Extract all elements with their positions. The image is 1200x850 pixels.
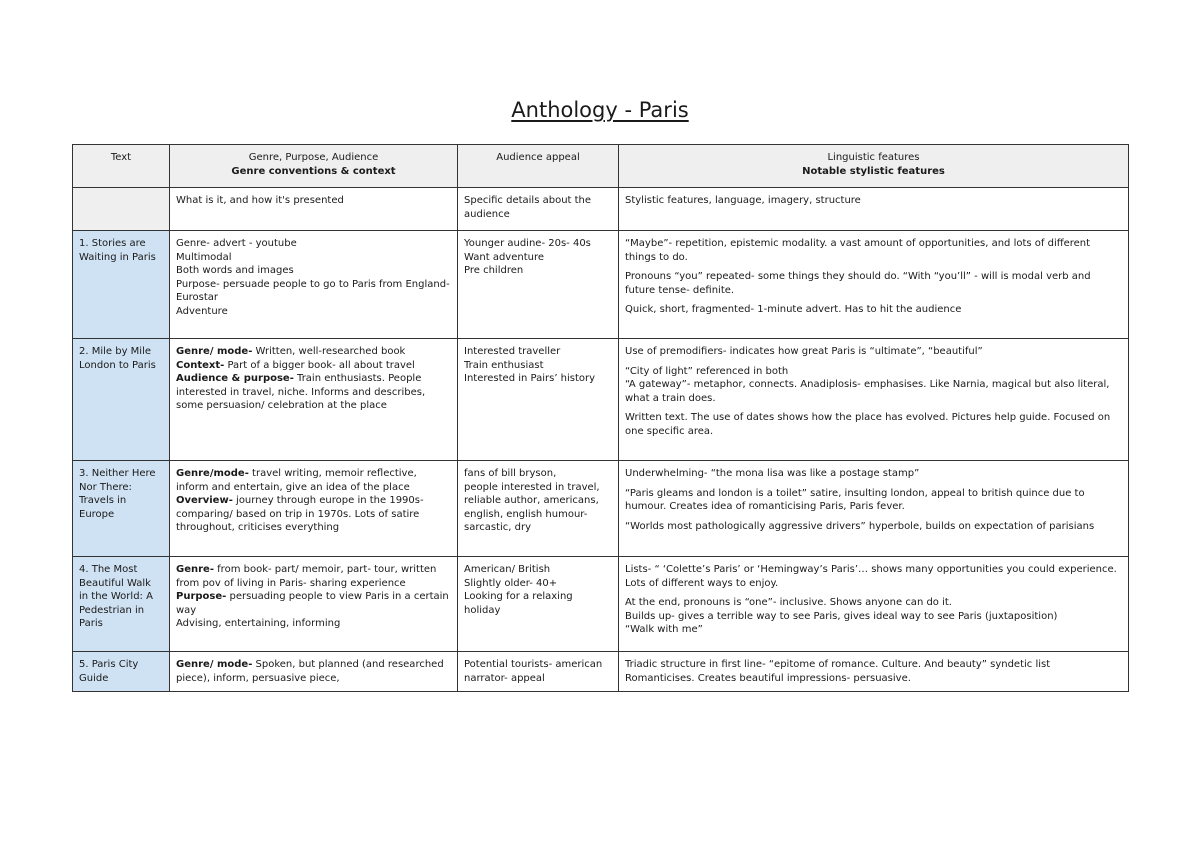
anthology-table (72, 144, 1129, 692)
audience-cell: Interested traveller Train enthusiast Interested in Pairs’ history (458, 339, 619, 461)
audience-cell: American/ British Slightly older- 40+ Looking for a relaxing holiday (458, 557, 619, 652)
table-row (73, 652, 1129, 692)
row-label: 5. Paris City Guide (73, 652, 170, 692)
genre-cell: Genre/ mode- Spoken, but planned (and researched piece), inform, persuasive piece, (170, 652, 458, 692)
table-header-row (73, 145, 1129, 188)
row-label: 2. Mile by Mile London to Paris (73, 339, 170, 461)
genre-cell: Genre- from book- part/ memoir, part- tour, written from pov of living in Paris- sharing experience Purpose- persuading people to view Paris in a certain way Advising, entertaining, informing (170, 557, 458, 652)
page-title: Anthology - Paris (511, 98, 689, 122)
table-row (73, 231, 1129, 339)
table-row (73, 339, 1129, 461)
linguistic-cell: Triadic structure in first line- “epitome of romance. Culture. And beauty” syndetic list Romanticises. Creates beautiful impressions- persuasive. (619, 652, 1129, 692)
header-linguistic (619, 145, 1129, 188)
subheader-audience: Specific details about the audience (458, 188, 619, 231)
header-text: Text (73, 145, 170, 188)
header-ling-line1: Linguistic features (827, 152, 920, 163)
linguistic-cell: “Maybe”- repetition, epistemic modality. a vast amount of opportunities, and lots of different things to do. Pronouns “you” repeated- some things they should do. “With “you’ll” - will is modal verb and future tense- definite. Quick, short, fragmented- 1-minute advert. Has to hit the audience (619, 231, 1129, 339)
row-label: 3. Neither Here Nor There: Travels in Europe (73, 461, 170, 557)
audience-cell: Potential tourists- american narrator- appeal (458, 652, 619, 692)
linguistic-cell: Use of premodifiers- indicates how great Paris is “ultimate”, “beautiful” “City of light” referenced in both “A gateway”- metaphor, connects. Anadiplosis- emphasises. Like Narnia, magical but also literal, what a train does. Written text. The use of dates shows how the place has evolved. Pictures help guide. Focused on one specific area. (619, 339, 1129, 461)
linguistic-cell: Lists- “ ‘Colette’s Paris’ or ‘Hemingway’s Paris’… shows many opportunities you could experience. Lots of different ways to enjoy. At the end, pronouns is “one”- inclusive. Shows anyone can do it. Builds up- gives a terrible way to see Paris, gives ideal way to see Paris (juxtaposition) “Walk with me” (619, 557, 1129, 652)
genre-cell: Genre- advert - youtube Multimodal Both words and images Purpose- persuade people to go to Paris from England- Eurostar Adventure (170, 231, 458, 339)
header-genre (170, 145, 458, 188)
header-audience: Audience appeal (458, 145, 619, 188)
linguistic-cell: Underwhelming- “the mona lisa was like a postage stamp” “Paris gleams and london is a toilet” satire, insulting london, appeal to british quince due to humour. Creates idea of romanticising Paris, Paris fever. “Worlds most pathologically aggressive drivers” hyperbole, builds on expectation of parisians (619, 461, 1129, 557)
audience-cell: fans of bill bryson, people interested in travel, reliable author, americans, english, english humour- sarcastic, dry (458, 461, 619, 557)
audience-cell: Younger audine- 20s- 40s Want adventure Pre children (458, 231, 619, 339)
row-label: 1. Stories are Waiting in Paris (73, 231, 170, 339)
header-ling-line2: Notable stylistic features (802, 165, 945, 177)
table-row (73, 461, 1129, 557)
header-genre-line1: Genre, Purpose, Audience (248, 152, 379, 163)
subheader-blank-cell (73, 188, 170, 231)
subheader-genre: What is it, and how it's presented (170, 188, 458, 231)
genre-cell: Genre/mode- travel writing, memoir reflective, inform and entertain, give an idea of the place Overview- journey through europe in the 1990s- comparing/ based on trip in 1970s. Lots of satire throughout, criticises everything (170, 461, 458, 557)
genre-cell: Genre/ mode- Written, well-researched book Context- Part of a bigger book- all about travel Audience & purpose- Train enthusiasts. People interested in travel, niche. Informs and describes, some persuasion/ celebration at the place (170, 339, 458, 461)
table-row (73, 557, 1129, 652)
subheader-linguistic: Stylistic features, language, imagery, structure (619, 188, 1129, 231)
header-genre-line2: Genre conventions & context (231, 165, 396, 177)
table-subheader-row (73, 188, 1129, 231)
row-label: 4. The Most Beautiful Walk in the World: A Pedestrian in Paris (73, 557, 170, 652)
